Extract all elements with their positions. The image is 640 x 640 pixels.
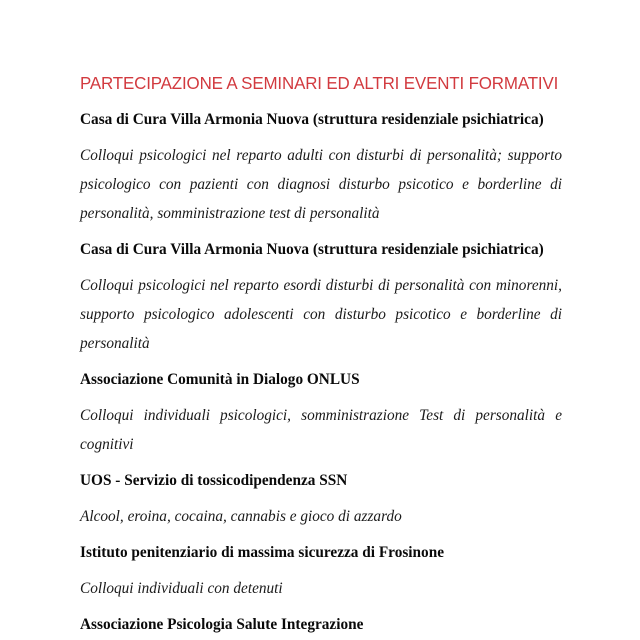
entry-heading: Casa di Cura Villa Armonia Nuova (struttura residenziale psichiatrica) xyxy=(80,241,544,258)
entry-description: Colloqui individuali psicologici, somministrazione Test di personalità e cognitivi xyxy=(80,407,562,453)
entry-heading: Casa di Cura Villa Armonia Nuova (struttura residenziale psichiatrica) xyxy=(80,111,544,128)
experience-entry xyxy=(80,538,562,603)
document-content xyxy=(80,72,562,639)
entry-heading: Istituto penitenziario di massima sicurezza di Frosinone xyxy=(80,544,445,561)
experience-entry xyxy=(80,105,562,228)
entry-heading: Associazione Psicologia Salute Integrazione xyxy=(80,616,364,633)
experience-entry xyxy=(80,235,562,358)
experience-entry xyxy=(80,466,562,531)
entry-description: Colloqui individuali con detenuti xyxy=(80,580,283,597)
entry-description: Colloqui psicologici nel reparto esordi disturbi di personalità con minorenni, supporto psicologico adolescenti con disturbo psicotico e borderline di personalità xyxy=(80,277,562,352)
entry-description: Alcool, eroina, cocaina, cannabis e gioco di azzardo xyxy=(80,508,402,525)
entry-heading: Associazione Comunità in Dialogo ONLUS xyxy=(80,371,360,388)
entry-heading: UOS - Servizio di tossicodipendenza SSN xyxy=(80,472,348,489)
experience-entry xyxy=(80,610,562,639)
page-title: PARTECIPAZIONE A SEMINARI ED ALTRI EVENTI FORMATIVI xyxy=(80,73,559,93)
experience-entry xyxy=(80,365,562,459)
entry-description: Colloqui psicologici nel reparto adulti con disturbi di personalità; supporto psicologico con pazienti con diagnosi disturbo psicotico e borderline di personalità, somministrazione test di personalità xyxy=(80,147,562,222)
